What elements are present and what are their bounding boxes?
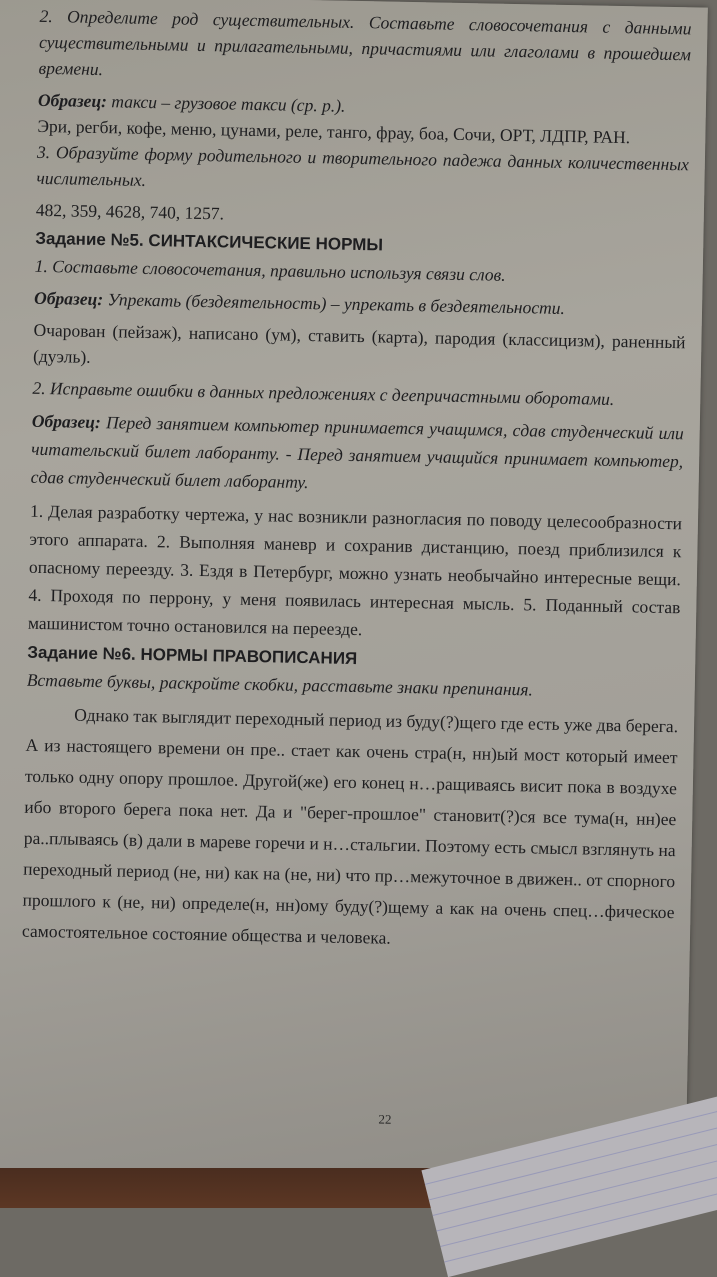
section6-heading: Задание №6. НОРМЫ ПРАВОПИСАНИЯ [27,642,358,669]
task2-example-text: такси – грузовое такси (ср. р.). [111,91,346,116]
notebook-rule [444,1184,717,1262]
section5-ex2-example-text: Перед занятием компьютер принимается учащимся, сдав студенческий или читательский билет лаборанту. - Перед занятием учащийся принимает компьютер, сдав студенческий билет лаборанту. [30,412,684,493]
section6-text: Однако так выглядит переходный период из буду(?)щего где есть уже два берега. А из настоящего времени он пре.. стает как очень стра(н, нн)ый мост который имеет только одну опору прошлое. Другой(же) его конец н…ращиваясь висит пока в воздухе ибо второго берега пока нет. Да и "берег-прошлое" становит(?)ся все тума(н, нн)ее ра..плываясь (в) дали в мареве горечи и н…стальгии. Поэтому есть смысл взглянуть на переходный период (не, ни) как на (не, ни) что пр…межуточное в движен.. от спорного прошлого к (не, ни) определе(н, нн)ому буду(?)щему а как на очень спец…фическое самостоятельное состояние общества и человека. [21,704,679,948]
page-content [22,3,692,959]
section5-ex1-instruction: 1. Составьте словосочетания, правильно используя связи слов. [34,255,506,285]
task2-example-label: Образец: [37,89,108,112]
notebook-rule [436,1153,717,1231]
notebook-rule [440,1169,717,1247]
section6-instruction: Вставьте буквы, раскройте скобки, расставьте знаки препинания. [26,669,534,700]
section5-ex1-words: Очарован (пейзаж), написано (ум), ставить (карта), пародия (классицизм), раненный (дуэль). [32,319,686,367]
task3-instruction: 3. Образуйте форму родительного и творительного падежа данных количественных числительных. [36,141,690,190]
section5-ex2-example-label: Образец: [31,410,102,433]
section5-heading: Задание №5. СИНТАКСИЧЕСКИЕ НОРМЫ [35,228,384,255]
task2-instruction: 2. Определите род существительных. Составьте словосочетания с данными существительными и прилагательными, причастиями или глаголами в прошедшем времени. [38,5,692,80]
section5-ex2-sentences: 1. Делая разработку чертежа, у нас возникли разногласия по поводу целесообразности этого аппарата. 2. Выполняя маневр и сохранив дистанцию, поезд приблизился к опасному переезду. 3. Ездя в Петербург, можно узнать необычайно интересные вещи. 4. Проходя по перрону, у меня появилась интересная мысль. 5. Поданный состав машинистом точно остановился на переезде. [27,500,683,640]
page-number: 22 [378,1111,392,1127]
section5-ex2-example [30,407,683,504]
section5-ex1-example-label: Образец: [33,287,104,310]
section5-ex1-example [34,285,686,324]
task3-numbers: 482, 359, 4628, 740, 1257. [35,199,225,224]
task2-words: Эри, регби, кофе, меню, цунами, реле, танго, фрау, боа, Сочи, ОРТ, ЛДПР, РАН. [37,115,631,148]
section5-ex1-example-text: Упрекать (бездеятельность) – упрекать в бездеятельности. [107,289,566,318]
section5-ex2-instruction: 2. Исправьте ошибки в данных предложениях с деепричастными оборотами. [32,377,615,409]
